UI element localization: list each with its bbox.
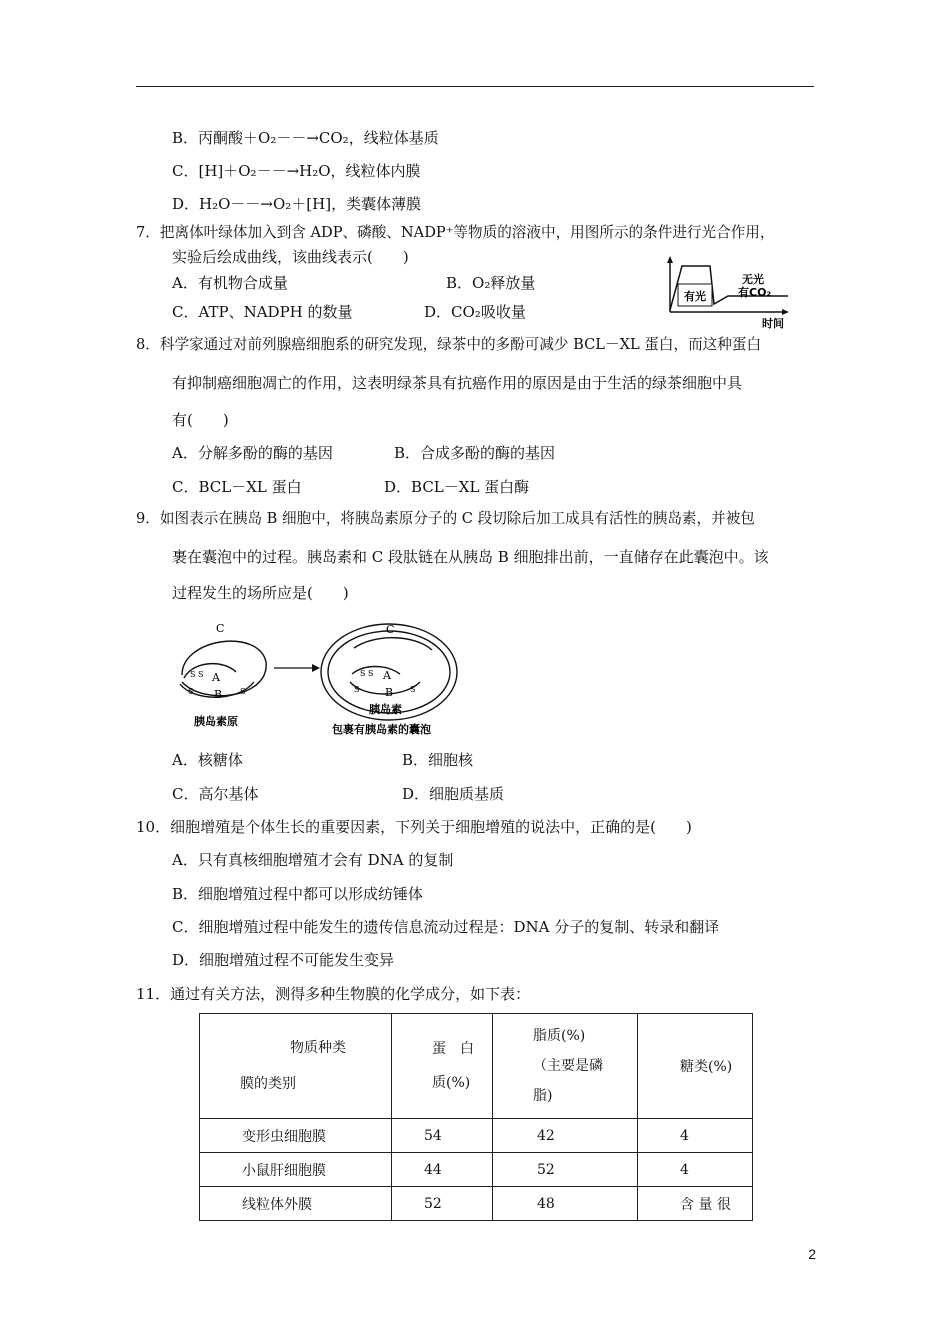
q7-option-d: D．CO₂吸收量 — [424, 303, 526, 321]
membrane-composition-table — [199, 1013, 753, 1221]
process-arrowhead — [312, 664, 320, 672]
header-lipid-cell — [493, 1014, 638, 1119]
header-membrane-type: 膜的类别 — [240, 1076, 296, 1092]
table-row — [200, 1119, 753, 1153]
q10-option-c: C．细胞增殖过程中能发生的遗传信息流动过程是：DNA 分子的复制、转录和翻译 — [172, 918, 720, 936]
q10-option-d: D．细胞增殖过程不可能发生变异 — [172, 951, 395, 969]
header-rule — [136, 86, 814, 87]
graph-xlabel: 时间 — [762, 317, 784, 330]
right-label-a: A — [383, 669, 391, 682]
q9-stem-line1: 9．如图表示在胰岛 B 细胞中，将胰岛素原分子的 C 段切除后加工成具有活性的胰岛素，并被包 — [136, 510, 755, 527]
caption-proinsulin: 胰岛素原 — [194, 715, 238, 728]
row-sugar: 含 量 很 — [638, 1187, 753, 1221]
header-sugar-cell — [638, 1014, 753, 1119]
row-name: 小鼠肝细胞膜 — [200, 1153, 392, 1187]
left-ss-4: S — [240, 687, 246, 696]
q6-option-c: C．[H]＋O₂－－→H₂O，线粒体内膜 — [172, 162, 421, 180]
header-lipid-line1: 脂质(%) — [533, 1028, 586, 1044]
left-label-a: A — [212, 671, 220, 684]
q7-option-c: C．ATP、NADPH 的数量 — [172, 303, 353, 321]
right-ss-1: S — [360, 669, 366, 678]
left-ss-3: S — [188, 687, 194, 696]
vesicle-c-chain — [354, 638, 432, 650]
table-row — [200, 1153, 753, 1187]
q7-stem-line1: 7．把离体叶绿体加入到含 ADP、磷酸、NADP⁺等物质的溶液中，用图所示的条件进行光合作用， — [136, 224, 775, 241]
q9-option-a: A．核糖体 — [172, 751, 243, 769]
caption-vesicle: 包裹有胰岛素的囊泡 — [332, 723, 431, 736]
q9-option-d: D．细胞质基质 — [402, 785, 505, 803]
row-lipid: 52 — [493, 1153, 638, 1187]
q6-option-b: B．丙酮酸＋O₂－－→CO₂，线粒体基质 — [172, 129, 439, 147]
header-protein-line1: 蛋 白 — [432, 1041, 474, 1057]
q8-option-d: D．BCL－XL 蛋白酶 — [384, 478, 530, 496]
q7-stem-line2: 实验后绘成曲线，该曲线表示( ) — [172, 248, 409, 266]
header-corner-cell — [200, 1014, 392, 1119]
row-sugar: 4 — [638, 1119, 753, 1153]
right-ss-2: S — [368, 669, 374, 678]
q8-option-a: A．分解多酚的酶的基因 — [172, 444, 333, 462]
row-name: 变形虫细胞膜 — [200, 1119, 392, 1153]
left-ss-2: S — [198, 670, 204, 679]
left-label-c: C — [216, 622, 225, 635]
right-label-b: B — [385, 686, 394, 699]
q8-stem-line3: 有( ) — [172, 411, 229, 429]
q8-option-c: C．BCL－XL 蛋白 — [172, 478, 302, 496]
header-sugar: 糖类(%) — [680, 1059, 733, 1075]
q7-option-a: A．有机物合成量 — [172, 274, 288, 292]
q11-stem: 11．通过有关方法，测得多种生物膜的化学成分，如下表： — [136, 985, 531, 1003]
q7-option-b: B．O₂释放量 — [446, 274, 536, 292]
q9-stem-line3: 过程发生的场所应是( ) — [172, 584, 349, 602]
graph-x-arrow — [782, 309, 789, 315]
right-ss-3: S — [354, 685, 360, 694]
table-row — [200, 1187, 753, 1221]
header-lipid-line2: （主要是磷 — [533, 1058, 603, 1074]
header-protein-line2: 质(%) — [432, 1075, 471, 1091]
q8-stem-line1: 8．科学家通过对前列腺癌细胞系的研究发现，绿茶中的多酚可减少 BCL－XL 蛋白，而这种蛋白 — [136, 336, 762, 353]
right-label-c: C — [386, 623, 395, 636]
header-substance-type: 物质种类 — [290, 1040, 346, 1056]
row-protein: 44 — [392, 1153, 493, 1187]
row-protein: 54 — [392, 1119, 493, 1153]
row-protein: 52 — [392, 1187, 493, 1221]
proinsulin-c-chain — [182, 641, 266, 696]
row-lipid: 42 — [493, 1119, 638, 1153]
q8-stem-line2: 有抑制癌细胞凋亡的作用，这表明绿茶具有抗癌作用的原因是由于生活的绿茶细胞中具 — [172, 374, 743, 392]
row-name: 线粒体外膜 — [200, 1187, 392, 1221]
page-number: 2 — [808, 1246, 816, 1262]
q9-insulin-diagram — [164, 620, 464, 740]
q8-option-b: B．合成多酚的酶的基因 — [394, 444, 556, 462]
header-lipid-line3: 脂) — [533, 1088, 553, 1104]
right-ss-4: S — [410, 685, 416, 694]
left-label-b: B — [214, 688, 223, 701]
graph-label-dark1: 无光 — [742, 273, 764, 286]
row-lipid: 48 — [493, 1187, 638, 1221]
q10-option-b: B．细胞增殖过程中都可以形成纺锤体 — [172, 885, 424, 903]
q6-option-d: D．H₂O－－→O₂＋[H]，类囊体薄膜 — [172, 195, 422, 213]
graph-y-arrow — [667, 256, 673, 263]
left-ss-1: S — [190, 670, 196, 679]
q9-option-c: C．高尔基体 — [172, 785, 259, 803]
q9-stem-line2: 裹在囊泡中的过程。胰岛素和 C 段肽链在从胰岛 B 细胞排出前，一直储存在此囊泡中。该 — [172, 548, 769, 566]
graph-label-light: 有光 — [684, 290, 706, 303]
caption-insulin: 胰岛素 — [369, 703, 402, 716]
q7-light-graph — [658, 254, 798, 334]
header-protein-cell — [392, 1014, 493, 1119]
q10-stem: 10．细胞增殖是个体生长的重要因素，下列关于细胞增殖的说法中，正确的是( ) — [136, 818, 692, 836]
graph-label-dark2: 有CO₂ — [738, 286, 772, 299]
q9-option-b: B．细胞核 — [402, 751, 474, 769]
table-header-row — [200, 1014, 753, 1119]
row-sugar: 4 — [638, 1153, 753, 1187]
q10-option-a: A．只有真核细胞增殖才会有 DNA 的复制 — [172, 851, 454, 869]
